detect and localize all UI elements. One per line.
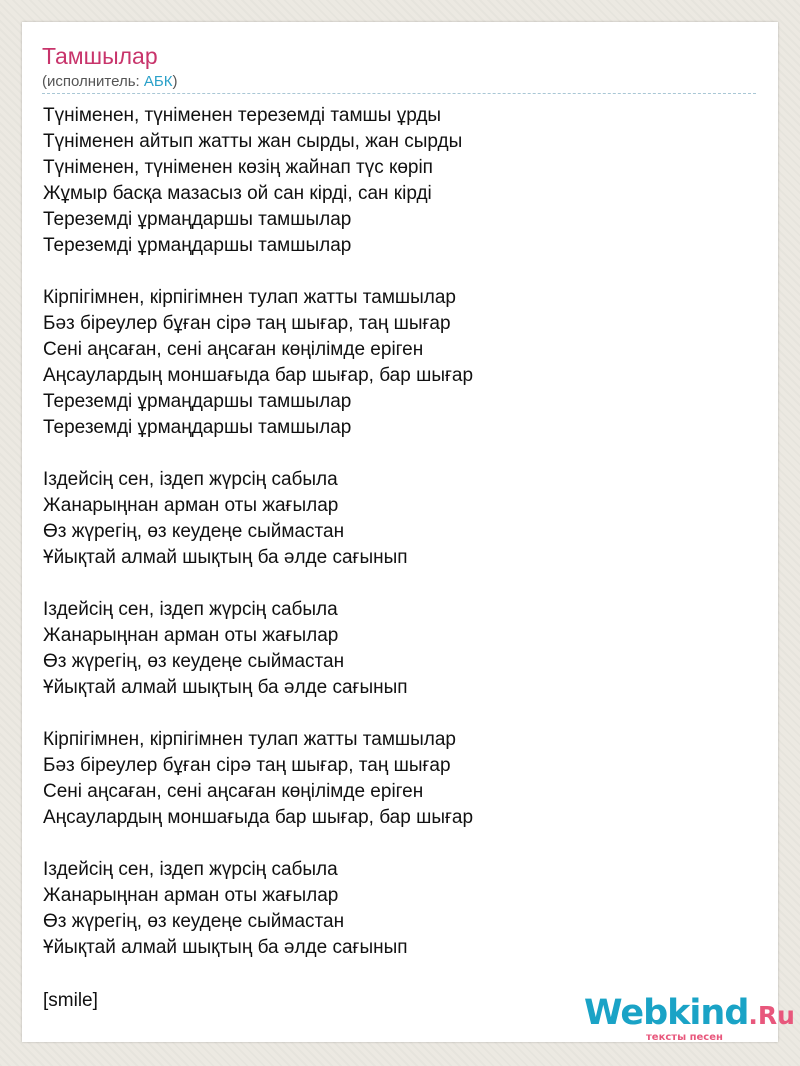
logo-tld: .Ru [748, 1001, 795, 1030]
lyrics-text [43, 103, 743, 961]
lyric-line: Жанарыңнан арман оты жағылар [43, 625, 339, 646]
lyric-line: Кірпігімнен, кірпігімнен тулап жатты тамшылар [43, 287, 456, 308]
lyric-line: Өз жүрегің, өз кеудеңе сыймастан [43, 911, 345, 932]
artist-line [42, 72, 177, 92]
lyric-line: Тереземді ұрмаңдаршы тамшылар [43, 209, 352, 230]
artist-prefix: (исполнитель: [42, 73, 144, 90]
lyric-line: Іздейсің сен, іздеп жүрсің сабыла [43, 859, 338, 880]
lyric-line: Іздейсің сен, іздеп жүрсің сабыла [43, 599, 338, 620]
lyric-line: Аңсаулардың моншағыда бар шығар, бар шығар [43, 807, 474, 828]
stanza-gap [43, 571, 743, 597]
lyric-line: Кірпігімнен, кірпігімнен тулап жатты тамшылар [43, 729, 456, 750]
stanza-gap [43, 701, 743, 727]
lyric-line: Ұйықтай алмай шықтың ба әлде сағынып [43, 677, 408, 698]
lyric-line: Бәз біреулер бұған сірә таң шығар, таң шығар [43, 313, 451, 334]
stanza-gap [43, 831, 743, 857]
lyric-line: Іздейсің сен, іздеп жүрсің сабыла [43, 469, 338, 490]
artist-link[interactable]: АБК [143, 73, 173, 90]
webkind-logo[interactable] [584, 993, 795, 1044]
lyric-line: Тереземді ұрмаңдаршы тамшылар [43, 417, 352, 438]
lyric-line: Тереземді ұрмаңдаршы тамшылар [43, 391, 352, 412]
lyric-line: Өз жүрегің, өз кеудеңе сыймастан [43, 521, 345, 542]
lyric-line: Бәз біреулер бұған сірә таң шығар, таң шығар [43, 755, 451, 776]
lyric-line: Сені аңсаған, сені аңсаған көңілімде еріген [43, 339, 424, 360]
lyric-line: Сені аңсаған, сені аңсаған көңілімде еріген [43, 781, 424, 802]
lyric-line: Өз жүрегің, өз кеудеңе сыймастан [43, 651, 345, 672]
stanza-gap [43, 441, 743, 467]
artist-suffix: ) [172, 73, 178, 90]
lyric-line: Ұйықтай алмай шықтың ба әлде сағынып [43, 937, 408, 958]
lyric-line: Түніменен, түніменен көзің жайнап түс көріп [43, 157, 433, 178]
lyric-line: Түніменен, түніменен тереземді тамшы ұрды [43, 105, 442, 126]
lyric-line: Ұйықтай алмай шықтың ба әлде сағынып [43, 547, 408, 568]
lyric-line: Түніменен айтып жатты жан сырды, жан сырды [43, 131, 463, 152]
lyric-line: Жанарыңнан арман оты жағылар [43, 885, 339, 906]
logo-tagline: тексты песен [646, 1032, 723, 1043]
lyric-line: Аңсаулардың моншағыда бар шығар, бар шығар [43, 365, 474, 386]
lyric-line: Жанарыңнан арман оты жағылар [43, 495, 339, 516]
lyric-line: Тереземді ұрмаңдаршы тамшылар [43, 235, 352, 256]
title-divider [42, 93, 756, 94]
lyric-line: Жұмыр басқа мазасыз ой сан кірді, сан кірді [43, 183, 432, 204]
lyrics-card [22, 22, 795, 1043]
footer-note: [smile] [43, 990, 98, 1011]
logo-name: Webkind [584, 993, 749, 1033]
stanza-gap [43, 259, 743, 285]
song-title: Тамшылар [42, 43, 158, 69]
